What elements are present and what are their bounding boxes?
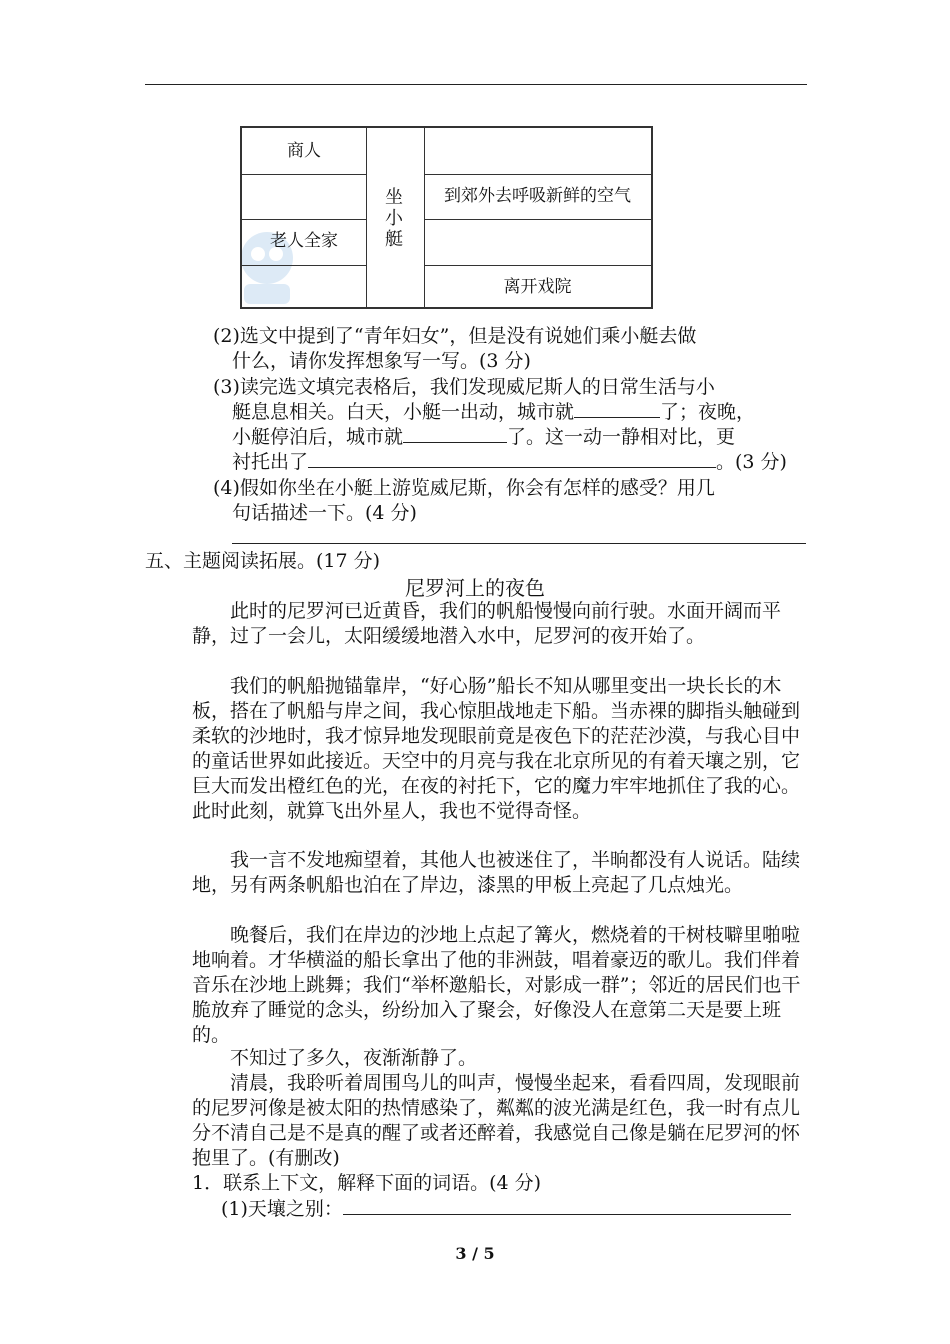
header-rule	[145, 84, 807, 85]
question-3-line-2: 艇息息相关。白天，小艇一出动，城市就 了；夜晚，	[232, 401, 756, 423]
article-paragraph: 晚餐后，我们在岸边的沙地上点起了篝火，燃烧着的干树枝噼里啪啦地响着。才华横溢的船长拿出了他的非洲鼓，唱着豪迈的歌儿。我们伴着音乐在沙地上跳舞；我们“举杯邀船长，对影成一群”；邻近的居民们也干脆放弃了睡觉的念头，纷纷加入了聚会，好像没人在意第二天是要上班的。	[192, 924, 801, 1046]
answer-blank[interactable]	[308, 449, 716, 468]
question-2-line-1: (2)选文中提到了“青年妇女”，但是没有说她们乘小艇去做	[213, 325, 697, 347]
article-paragraph: 清晨，我聆听着周围鸟儿的叫声，慢慢坐起来，看看四周，发现眼前的尼罗河像是被太阳的热情感染了，粼粼的波光满是红色，我一时有点儿分不清自己是不是真的醒了或者还醉着，我感觉自己像是躺在尼罗河的怀抱里了。(有删改)	[192, 1072, 801, 1169]
answer-blank[interactable]	[403, 424, 507, 443]
table-cell: 到郊外去呼吸新鲜的空气	[444, 186, 631, 206]
article-title: 尼罗河上的夜色	[405, 576, 545, 600]
article-paragraph: 此时的尼罗河已近黄昏，我们的帆船慢慢向前行驶。水面开阔而平静，过了一会儿，太阳缓缓地潜入水中，尼罗河的夜开始了。	[192, 600, 782, 647]
table-cell: 老人全家	[270, 231, 338, 251]
question-4-line-2: 句话描述一下。(4 分)	[232, 502, 417, 524]
question-3-line-3: 小艇停泊后，城市就 了。这一动一静相对比，更	[232, 426, 736, 448]
question-1-1: (1)天壤之别：	[221, 1196, 791, 1222]
article-paragraph: 我一言不发地痴望着，其他人也被迷住了，半晌都没有人说话。陆续地，另有两条帆船也泊在了岸边，漆黑的甲板上亮起了几点烛光。	[192, 849, 801, 896]
question-3-line-1: (3)读完选文填完表格后，我们发现威尼斯人的日常生活与小	[213, 376, 715, 398]
article-paragraph: 不知过了多久，夜渐渐静了。	[230, 1047, 478, 1069]
table-cell: 离开戏院	[503, 277, 572, 297]
info-table	[240, 126, 653, 309]
article-paragraph: 我们的帆船抛锚靠岸，“好心肠”船长不知从哪里变出一块长长的木板，搭在了帆船与岸之间，我心惊胆战地走下船。当赤裸的脚指头触碰到柔软的沙地时，我才惊异地发现眼前竟是夜色下的茫茫沙漠，与我心目中的童话世界如此接近。天空中的月亮与我在北京所见的有着天壤之别，它巨大而发出橙红色的光，在夜的衬托下，它的魔力牢牢地抓住了我的心。此时此刻，就算飞出外星人，我也不觉得奇怪。	[192, 675, 801, 822]
question-4-line-1: (4)假如你坐在小艇上游览威尼斯，你会有怎样的感受？用几	[213, 477, 715, 499]
section-5-heading: 五、主题阅读拓展。(17 分)	[145, 550, 381, 572]
table-middle-cell: 坐 小 艇	[385, 187, 403, 250]
page-number: 3 / 5	[455, 1244, 495, 1263]
question-2-line-2: 什么，请你发挥想象写一写。(3 分)	[232, 350, 531, 372]
answer-line[interactable]	[232, 543, 806, 544]
question-1: 1．联系上下文，解释下面的词语。(4 分)	[192, 1172, 542, 1194]
table-cell: 商人	[287, 141, 321, 161]
answer-blank[interactable]	[343, 1196, 791, 1215]
question-3-line-4: 衬托出了 。(3 分)	[232, 451, 787, 473]
answer-blank[interactable]	[574, 399, 660, 418]
